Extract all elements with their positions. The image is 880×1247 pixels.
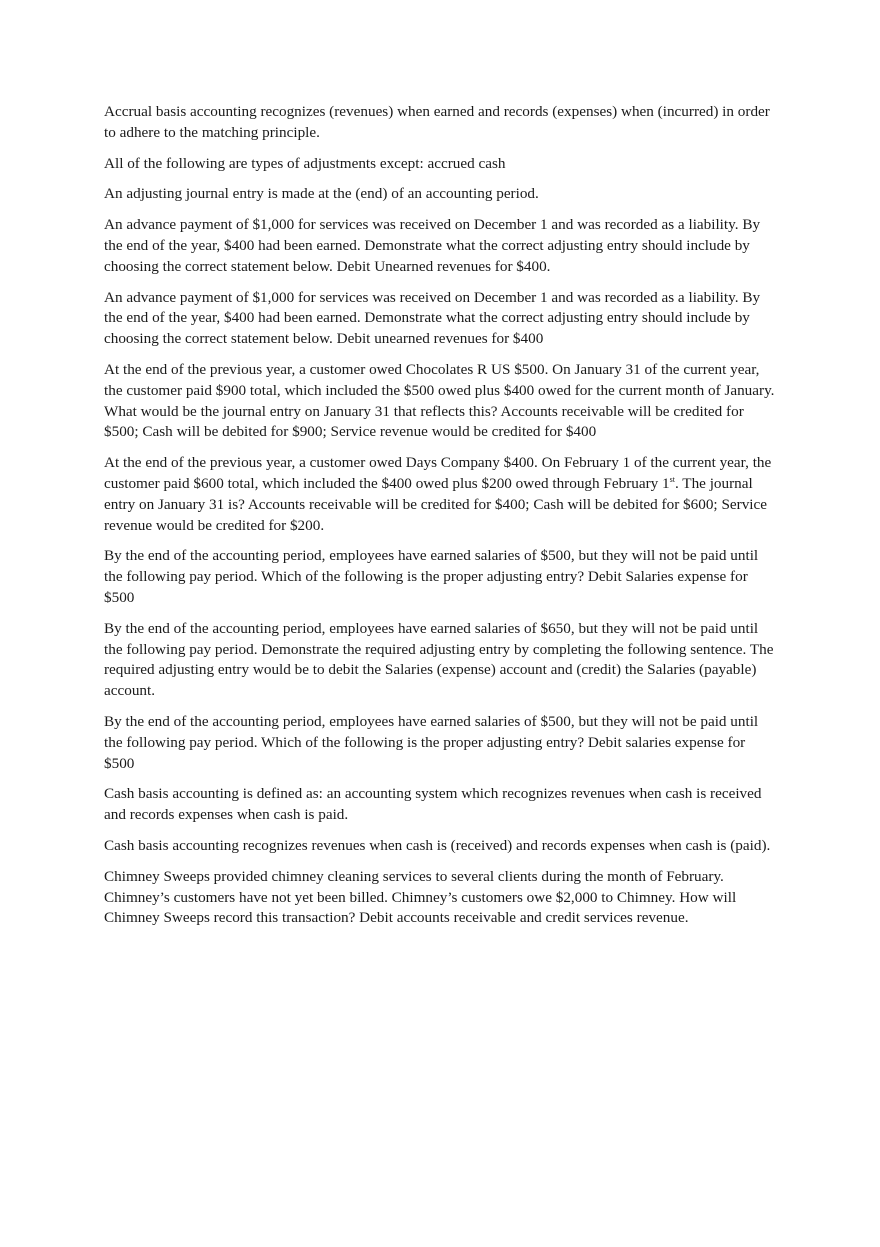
paragraph-accrual-basis: Accrual basis accounting recognizes (revenues) when earned and records (expenses) when (incurred) in order to adhere to the matching principle.: [104, 103, 770, 141]
days-company-text-before: At the end of the previous year, a customer owed Days Company $400. On February 1 of the current year, the customer paid $600 total, which included the $400 owed plus $200 owed through February 1: [104, 454, 772, 492]
document-body: [104, 102, 776, 939]
paragraph-days-company: [104, 453, 776, 536]
paragraph-adjustment-types: All of the following are types of adjustments except: accrued cash: [104, 154, 506, 172]
paragraph-cash-basis-definition: Cash basis accounting is defined as: an accounting system which recognizes revenues when cash is received and records expenses when cash is paid.: [104, 785, 762, 824]
paragraph-chocolates-r-us: At the end of the previous year, a customer owed Chocolates R US $500. On January 31 of the current year, the customer paid $900 total, which included the $500 owed plus $400 owed for the current month of January. What would be the journal entry on January 31 that reflects this? Accounts receivable will be credited for $500; Cash will be debited for $900; Service revenue would be credited for $400: [104, 360, 775, 441]
paragraph-chimney-sweeps: Chimney Sweeps provided chimney cleaning services to several clients during the month of February. Chimney’s customers have not yet been billed. Chimney’s customers owe $2,000 to Chimney. How will Chimney Sweeps record this transaction? Debit accounts receivable and credit services revenue.: [104, 867, 737, 927]
paragraph-salaries-650: By the end of the accounting period, employees have earned salaries of $650, but they will not be paid until the following pay period. Demonstrate the required adjusting entry by completing the following sentence. The required adjusting entry would be to debit the Salaries (expense) account and (credit) the Salaries (payable) account.: [104, 619, 774, 700]
days-company-text-after: . The journal entry on January 31 is? Accounts receivable will be credited for $400; Cash will be debited for $600; Service revenue would be credited for $200.: [104, 474, 767, 534]
paragraph-advance-payment-1: An advance payment of $1,000 for services was received on December 1 and was recorded as a liability. By the end of the year, $400 had been earned. Demonstrate what the correct adjusting entry should include by choosing the correct statement below. Debit Unearned revenues for $400.: [104, 216, 761, 275]
days-company-superscript: st: [669, 474, 675, 484]
paragraph-salaries-500-b: By the end of the accounting period, employees have earned salaries of $500, but they will not be paid until the following pay period. Which of the following is the proper adjusting entry? Debit salaries expense for $500: [104, 712, 759, 772]
paragraph-salaries-500-a: By the end of the accounting period, employees have earned salaries of $500, but they will not be paid until the following pay period. Which of the following is the proper adjusting entry? Debit Salaries expense for $500: [104, 547, 759, 606]
paragraph-adjusting-entry-timing: An adjusting journal entry is made at the (end) of an accounting period.: [104, 185, 539, 203]
paragraph-advance-payment-2: An advance payment of $1,000 for services was received on December 1 and was recorded as a liability. By the end of the year, $400 had been earned. Demonstrate what the correct adjusting entry should include by choosing the correct statement below. Debit unearned revenues for $400: [104, 288, 761, 348]
paragraph-cash-basis-recognition: Cash basis accounting recognizes revenues when cash is (received) and records expenses when cash is (paid).: [104, 836, 771, 854]
